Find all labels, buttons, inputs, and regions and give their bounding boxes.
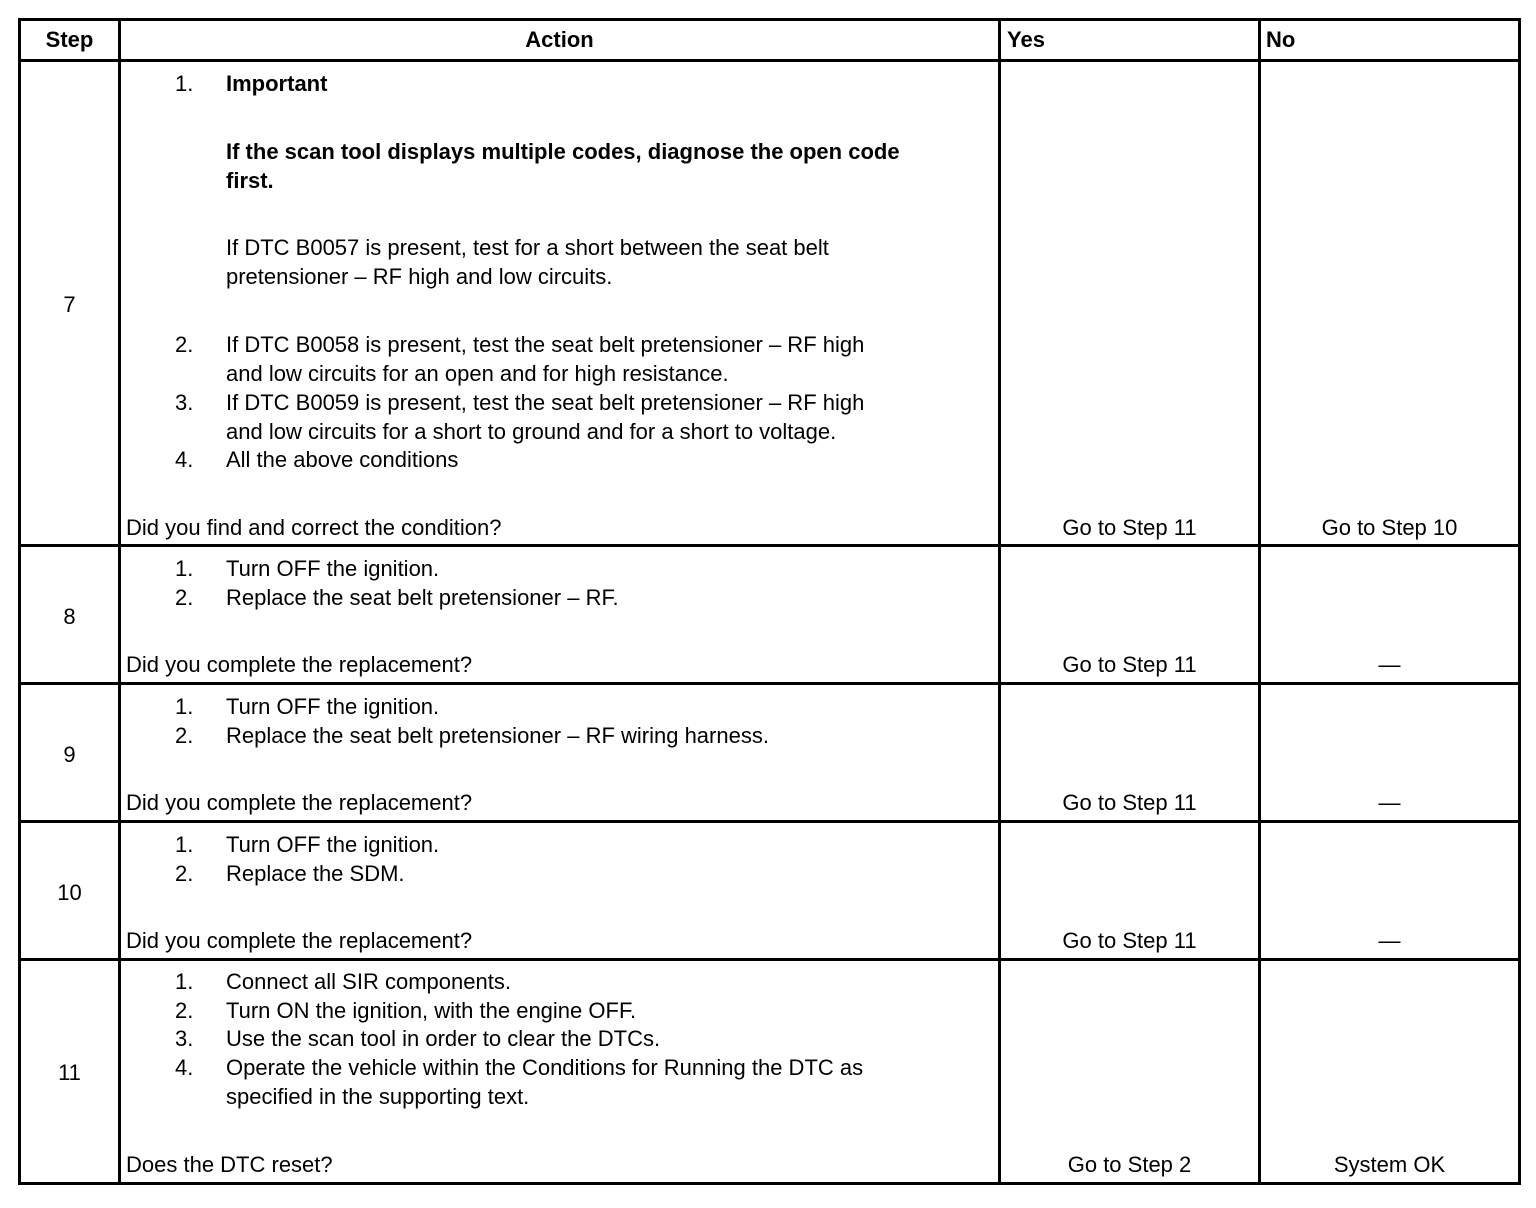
- question: Did you complete the replacement?: [126, 652, 473, 677]
- item-number: 2.: [175, 332, 194, 357]
- no-result: —: [1378, 790, 1401, 815]
- header-step: Step: [45, 27, 94, 52]
- row-divider: [21, 958, 1518, 961]
- item-text: If DTC B0057 is present, test for a short between the seat belt: [226, 235, 829, 260]
- item-number: 3.: [175, 390, 194, 415]
- item-text: Connect all SIR components.: [226, 969, 511, 994]
- item-number: 1.: [175, 556, 194, 581]
- item-number: 2.: [175, 861, 194, 886]
- item-text: Turn OFF the ignition.: [226, 832, 440, 857]
- item-number: 2.: [175, 723, 194, 748]
- important-label: Important: [226, 71, 328, 96]
- question: Does the DTC reset?: [126, 1152, 333, 1177]
- item-number: 1.: [175, 71, 194, 96]
- row-divider: [21, 682, 1518, 685]
- item-text: If DTC B0058 is present, test the seat belt pretensioner – RF high: [226, 332, 865, 357]
- yes-result: Go to Step 11: [1062, 790, 1197, 815]
- item-text: and low circuits for an open and for high resistance.: [226, 361, 729, 386]
- yes-result: Go to Step 11: [1062, 652, 1197, 677]
- step-number: 11: [58, 1060, 81, 1085]
- item-text: All the above conditions: [226, 447, 459, 472]
- important-note: If the scan tool displays multiple codes, diagnose the open code: [226, 139, 900, 164]
- header-action: Action: [525, 27, 594, 52]
- item-text: Turn ON the ignition, with the engine OFF.: [226, 998, 637, 1023]
- row-divider: [21, 820, 1518, 823]
- item-number: 1.: [175, 832, 194, 857]
- yes-result: Go to Step 2: [1067, 1152, 1192, 1177]
- item-number: 1.: [175, 694, 194, 719]
- no-result: —: [1378, 652, 1401, 677]
- item-text: pretensioner – RF high and low circuits.: [226, 264, 613, 289]
- item-number: 2.: [175, 585, 194, 610]
- step-number: 8: [63, 604, 76, 629]
- yes-result: Go to Step 11: [1062, 928, 1197, 953]
- diagnostic-table: [18, 18, 1521, 1185]
- item-text: Replace the SDM.: [226, 861, 405, 886]
- item-text: Turn OFF the ignition.: [226, 694, 440, 719]
- column-divider: [118, 21, 121, 1182]
- row-divider: [21, 544, 1518, 547]
- item-text: Replace the seat belt pretensioner – RF.: [226, 585, 619, 610]
- item-text: Operate the vehicle within the Conditions for Running the DTC as: [226, 1055, 864, 1080]
- question: Did you complete the replacement?: [126, 928, 473, 953]
- item-text: Use the scan tool in order to clear the DTCs.: [226, 1026, 661, 1051]
- column-divider: [998, 21, 1001, 1182]
- step-number: 9: [63, 742, 76, 767]
- question: Did you complete the replacement?: [126, 790, 473, 815]
- no-result: Go to Step 10: [1321, 515, 1458, 540]
- question: Did you find and correct the condition?: [126, 515, 502, 540]
- header-yes: Yes: [1007, 27, 1045, 52]
- item-number: 4.: [175, 1055, 194, 1080]
- header-no: No: [1266, 27, 1296, 52]
- item-number: 2.: [175, 998, 194, 1023]
- item-text: Turn OFF the ignition.: [226, 556, 440, 581]
- item-text: and low circuits for a short to ground and for a short to voltage.: [226, 419, 837, 444]
- item-number: 1.: [175, 969, 194, 994]
- step-number: 10: [57, 880, 82, 905]
- item-number: 4.: [175, 447, 194, 472]
- no-result: —: [1378, 928, 1401, 953]
- column-divider: [1258, 21, 1261, 1182]
- item-text: specified in the supporting text.: [226, 1084, 530, 1109]
- item-text: Replace the seat belt pretensioner – RF wiring harness.: [226, 723, 769, 748]
- header-divider: [21, 59, 1518, 62]
- important-note: first.: [226, 168, 274, 193]
- item-number: 3.: [175, 1026, 194, 1051]
- item-text: If DTC B0059 is present, test the seat belt pretensioner – RF high: [226, 390, 865, 415]
- yes-result: Go to Step 11: [1062, 515, 1197, 540]
- step-number: 7: [63, 292, 76, 317]
- no-result: System OK: [1333, 1152, 1446, 1177]
